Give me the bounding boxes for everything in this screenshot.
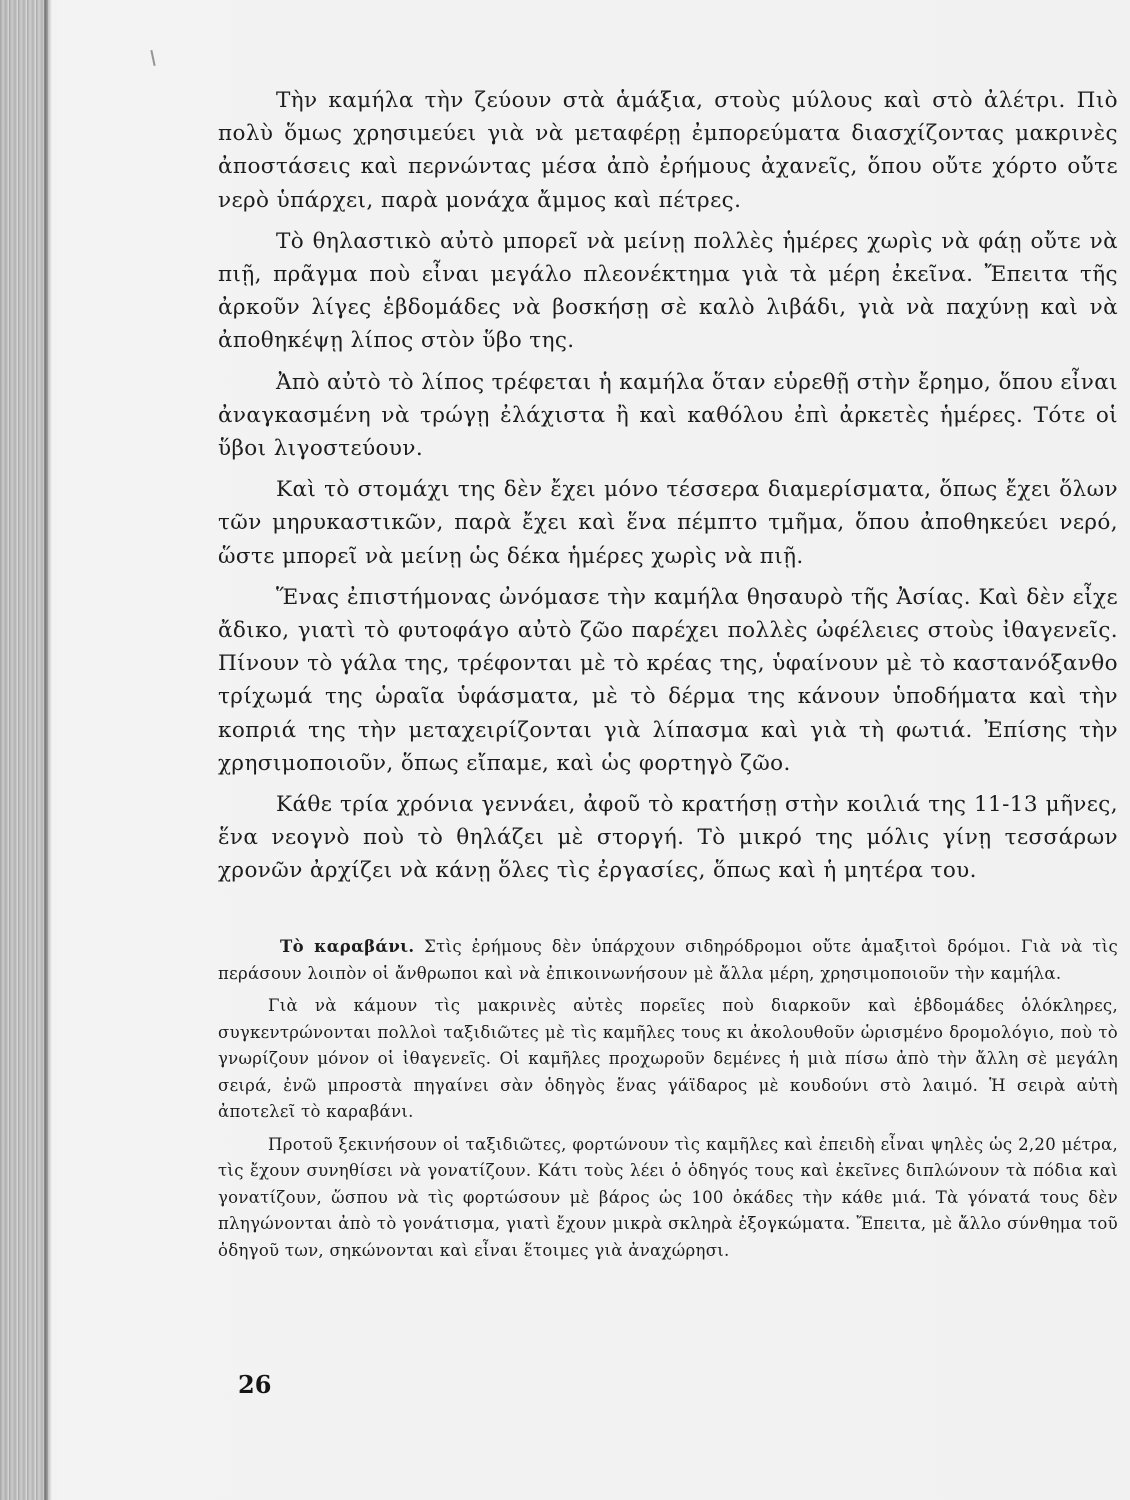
paragraph-treasure-of-asia: Ἕνας ἐπιστήμονας ὠνόμασε τὴν καμήλα θησαυρὸ τῆς Ἀσίας. Καὶ δὲν εἶχε ἄδικο, γιατὶ τὸ φυτοφάγο αὐτὸ ζῶο παρέχει πολλὲς ὠφέλειες στοὺς ἰθαγενεῖς. Πίνουν τὸ γάλα της, τρέφονται μὲ τὸ κρέας της, ὑφαίνουν μὲ τὸ καστανόξανθο τρίχωμά της ὡραῖα ὑφάσματα, μὲ τὸ δέρμα της κάνουν ὑποδήματα καὶ τὴν κοπριά της τὴν μεταχειρίζονται γιὰ λίπασμα καὶ γιὰ τὴ φωτιά. Ἐπίσης τὴν χρησιμοποιοῦν, ὅπως εἴπαμε, καὶ ὡς φορτηγὸ ζῶο. [218,584,1118,776]
page-number: 26 [238,1370,272,1399]
book-spine-shadow [0,0,48,1500]
caravan-lead-paragraph [218,934,1118,987]
paragraph-fat-reserve: Ἀπὸ αὐτὸ τὸ λίπος τρέφεται ἡ καμήλα ὅταν εὑρεθῇ στὴν ἔρημο, ὅπου εἶναι ἀναγκασμένη νὰ τρώγῃ ἐλάχιστα ἢ καὶ καθόλου ἐπὶ ἀρκετὲς ἡμέρες. Τότε οἱ ὕβοι λιγοστεύουν. [218,369,1118,462]
paragraph-offspring: Κάθε τρία χρόνια γεννάει, ἀφοῦ τὸ κρατήσῃ στὴν κοιλιά της 11-13 μῆνες, ἕνα νεογνὸ ποὺ τὸ θηλάζει μὲ στοργή. Τὸ μικρό της μόλις γίνῃ τεσσάρων χρονῶν ἀρχίζει νὰ κάνῃ ὅλες τὶς ἐργασίες, ὅπως καὶ ἡ μητέρα του. [218,792,1118,884]
paragraph-loading-camels: Προτοῦ ξεκινήσουν οἱ ταξιδιῶτες, φορτώνουν τὶς καμῆλες καὶ ἐπειδὴ εἶναι ψηλὲς ὡς 2,20 μέτρα, τὶς ἔχουν συνηθίσει νὰ γονατίζουν. Κάτι τοὺς λέει ὁ ὁδηγός τους καὶ ἐκεῖνες διπλώνουν τὰ πόδια καὶ γονατίζουν, ὥσπου νὰ τὶς φορτώσουν μὲ βάρος ὡς 100 ὀκάδες τὴν κάθε μιά. Τὰ γόνατά τους δὲν πληγώνονται ἀπὸ τὸ γονάτισμα, γιατὶ ἔχουν μικρὰ σκληρὰ ἐξογκώματα. Ἔπειτα, μὲ ἄλλο σύνθημα τοῦ ὁδηγοῦ των, σηκώνονται καὶ εἶναι ἕτοιμες γιὰ ἀναχώρησι. [218,1134,1118,1260]
caravan-lead-text: Στὶς ἐρήμους δὲν ὑπάρχουν σιδηρόδρομοι οὔτε ἁμαξιτοὶ δρόμοι. Γιὰ νὰ τὶς περάσουν λοιπὸν οἱ ἄνθρωποι καὶ νὰ ἐπικοινωνήσουν μὲ ἄλλα μέρη, χρησιμοποιοῦν τὴν καμήλα. [218,937,1119,983]
ink-speck [150,50,155,66]
paragraph-caravan-journey: Γιὰ νὰ κάμουν τὶς μακρινὲς αὐτὲς πορεῖες ποὺ διαρκοῦν καὶ ἑβδομάδες ὁλόκληρες, συγκεντρώνονται πολλοὶ ταξιδιῶτες μὲ τὶς καμῆλες τους κι ἀκολουθοῦν ὡρισμένο δρομολόγιο, ποὺ τὸ γνωρίζουν μόνον οἱ ἰθαγενεῖς. Οἱ καμῆλες προχωροῦν δεμένες ἡ μιὰ πίσω ἀπὸ τὴν ἄλλη σὲ μεγάλη σειρά, ἐνῶ μπροστὰ πηγαίνει σὰν ὁδηγὸς ἕνας γάϊδαρος μὲ κουδούνι στὸ λαιμό. Ἡ σειρὰ αὐτὴ ἀποτελεῖ τὸ καραβάνι. [218,996,1118,1121]
paragraph-camel-uses: Τὴν καμήλα τὴν ζεύουν στὰ ἁμάξια, στοὺς μύλους καὶ στὸ ἀλέτρι. Πιὸ πολὺ ὅμως χρησιμεύει γιὰ νὰ μεταφέρῃ ἐμπορεύματα διασχίζοντας μακρινὲς ἀποστάσεις καὶ περνώντας μέσα ἀπὸ ἐρήμους ἀχανεῖς, ὅπου οὔτε χόρτο οὔτε νερὸ ὑπάρχει, παρὰ μονάχα ἄμμος καὶ πέτρες. [218,88,1118,213]
paragraph-stomach: Καὶ τὸ στομάχι της δὲν ἔχει μόνο τέσσερα διαμερίσματα, ὅπως ἔχει ὅλων τῶν μηρυκαστικῶν, παρὰ ἔχει καὶ ἕνα πέμπτο τμῆμα, ὅπου ἀποθηκεύει νερό, ὥστε μπορεῖ νὰ μείνῃ ὡς δέκα ἡμέρες χωρὶς νὰ πιῇ. [218,477,1118,569]
caravan-section [218,934,1118,1270]
gutter-edge [44,0,52,1500]
section-heading: Τὸ καραβάνι. [280,937,415,956]
main-text [218,84,1118,896]
paragraph-endurance: Τὸ θηλαστικὸ αὐτὸ μπορεῖ νὰ μείνῃ πολλὲς ἡμέρες χωρὶς νὰ φάῃ οὔτε νὰ πιῇ, πρᾶγμα ποὺ εἶναι μεγάλο πλεονέκτημα γιὰ τὰ μέρη ἐκεῖνα. Ἔπειτα τῆς ἀρκοῦν λίγες ἑβδομάδες νὰ βοσκήσῃ σὲ καλὸ λιβάδι, γιὰ νὰ παχύνῃ καὶ νὰ ἀποθηκέψῃ λίπος στὸν ὕβο της. [218,228,1118,354]
